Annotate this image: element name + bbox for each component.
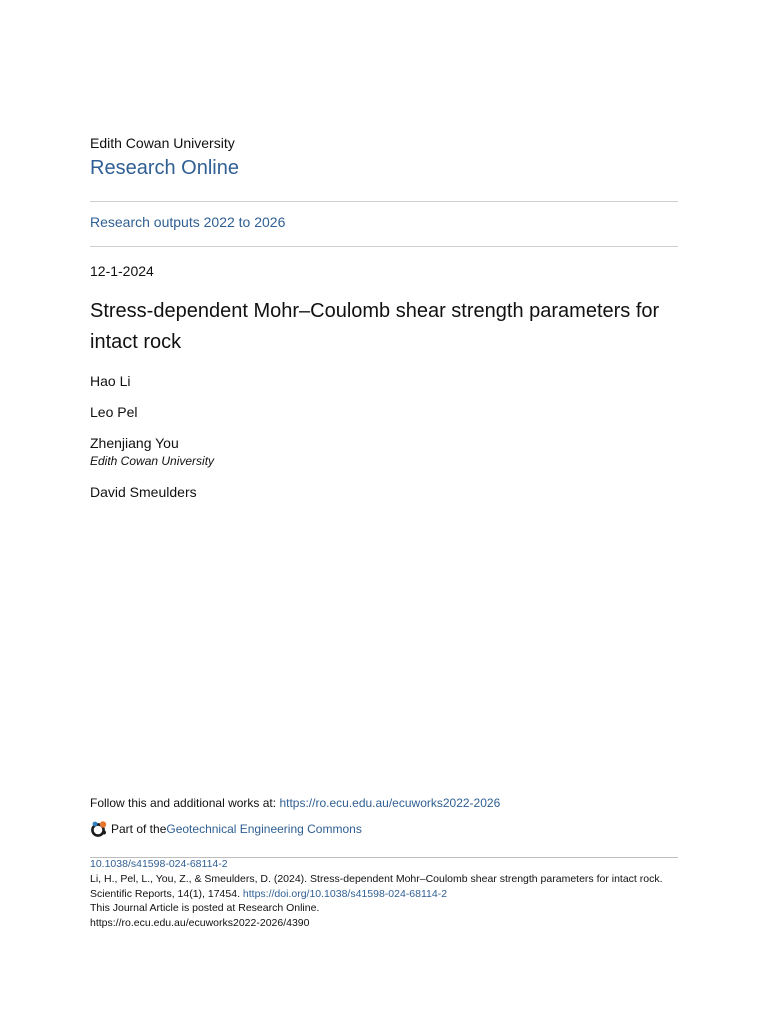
divider: [90, 201, 678, 202]
permalink: https://ro.ecu.edu.au/ecuworks2022-2026/4390: [90, 916, 310, 929]
part-of-text: Part of the: [111, 822, 167, 836]
follow-line: [90, 796, 500, 810]
posted-notice: This Journal Article is posted at Research Online.: [90, 902, 320, 914]
collection-link[interactable]: Research outputs 2022 to 2026: [90, 214, 286, 230]
article-title: Stress-dependent Mohr–Coulomb shear strength parameters for intact rock: [90, 300, 660, 353]
follow-link[interactable]: https://ro.ecu.edu.au/ecuworks2022-2026: [279, 796, 501, 810]
author-name: David Smeulders: [90, 484, 197, 500]
follow-text: Follow this and additional works at:: [90, 796, 280, 810]
author-name: Leo Pel: [90, 404, 138, 420]
cover-page: [90, 0, 678, 1024]
citation-block: [90, 872, 678, 930]
author-affiliation: Edith Cowan University: [90, 454, 215, 468]
citation-text: Li, H., Pel, L., You, Z., & Smeulders, D. (2024). Stress-dependent Mohr–Coulomb shear strength parameters for intact rock. Scientific Reports, 14(1), 17454.: [90, 873, 663, 900]
author-name: Zhenjiang You: [90, 435, 179, 451]
author-name: Hao Li: [90, 373, 131, 389]
bepress-commons-icon: [90, 820, 108, 838]
divider: [90, 246, 678, 247]
repository-link[interactable]: Research Online: [90, 157, 239, 179]
doi-link[interactable]: 10.1038/s41598-024-68114-2: [90, 858, 228, 870]
institution-name: Edith Cowan University: [90, 135, 235, 151]
citation-doi-link[interactable]: https://doi.org/10.1038/s41598-024-68114-2: [242, 887, 448, 900]
part-of-line: [90, 820, 362, 838]
commons-link[interactable]: Geotechnical Engineering Commons: [166, 822, 362, 836]
publication-date: 12-1-2024: [90, 263, 154, 279]
